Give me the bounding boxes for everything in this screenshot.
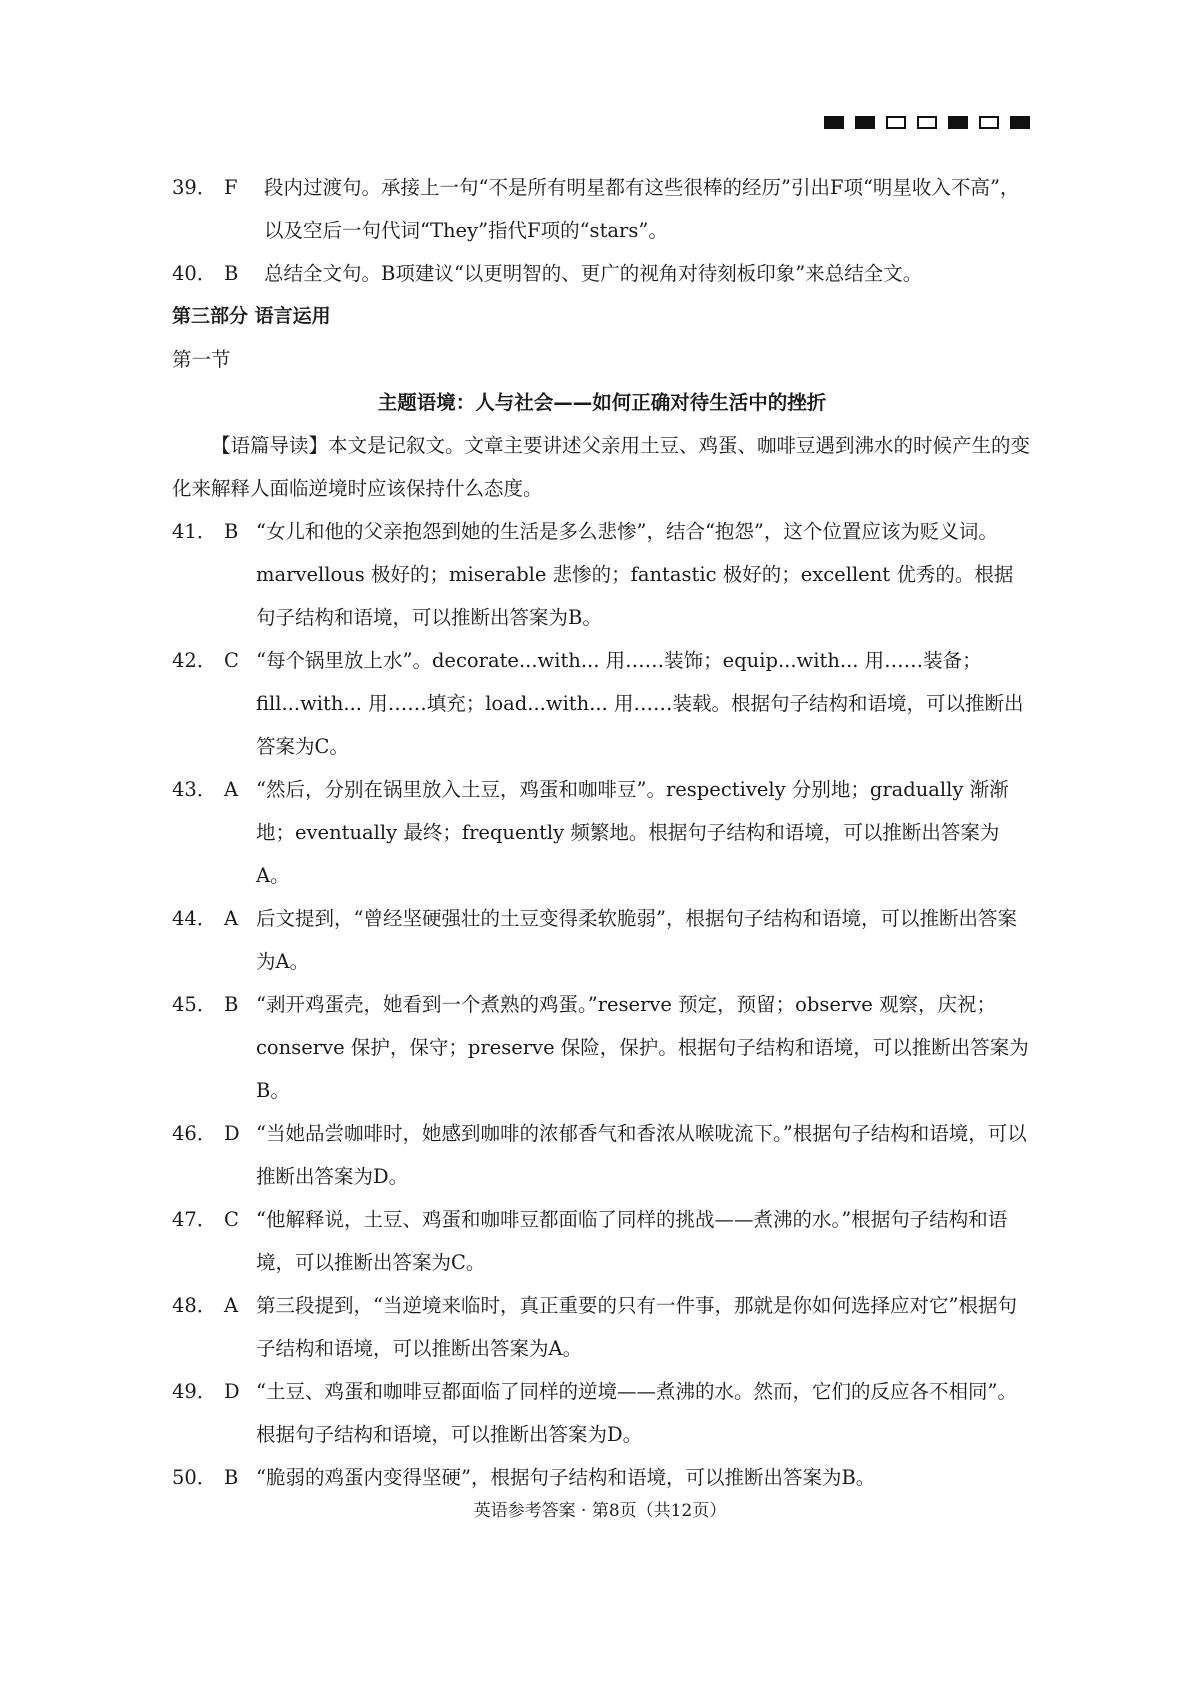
item-answer: C bbox=[224, 1208, 239, 1231]
item-explanation: 段内过渡句。承接上一句“不是所有明星都有这些很棒的经历”引出F项“明星收入不高”，以及空后一句代词“They”指代F项的“stars”。 bbox=[264, 176, 1020, 242]
answer-entry bbox=[172, 1198, 1032, 1284]
item-explanation: “脆弱的鸡蛋内变得坚硬”，根据句子结构和语境，可以推断出答案为B。 bbox=[256, 1466, 876, 1489]
answer-content bbox=[172, 166, 1032, 1499]
page-marker-bar bbox=[824, 116, 1030, 129]
answer-entry bbox=[172, 1112, 1032, 1198]
marker-square bbox=[1010, 116, 1030, 129]
item-number: 44． bbox=[172, 907, 217, 930]
subsection-title: 第一节 bbox=[172, 348, 231, 371]
item-explanation: “他解释说，土豆、鸡蛋和咖啡豆都面临了同样的挑战——煮沸的水。”根据句子结构和语境，可以推断出答案为C。 bbox=[256, 1208, 1008, 1274]
item-answer: B bbox=[224, 993, 239, 1016]
answer-entry bbox=[172, 166, 1032, 252]
item-answer: F bbox=[224, 176, 238, 199]
marker-square bbox=[855, 116, 875, 129]
item-explanation: 后文提到，“曾经坚硬强壮的土豆变得柔软脆弱”，根据句子结构和语境，可以推断出答案为A。 bbox=[256, 907, 1017, 973]
item-answer: A bbox=[224, 778, 239, 801]
item-number: 43． bbox=[172, 778, 217, 801]
answer-entry bbox=[172, 1456, 1032, 1499]
item-explanation: 第三段提到，“当逆境来临时，真正重要的只有一件事，那就是你如何选择应对它”根据句子结构和语境，可以推断出答案为A。 bbox=[256, 1294, 1017, 1360]
item-number: 42． bbox=[172, 649, 217, 672]
answer-entry bbox=[172, 510, 1032, 639]
section-title: 第三部分 语言运用 bbox=[172, 305, 331, 327]
topic-heading: 主题语境：人与社会——如何正确对待生活中的挫折 bbox=[377, 391, 827, 414]
answer-entry bbox=[172, 1284, 1032, 1370]
answer-entry bbox=[172, 1370, 1032, 1456]
item-number: 47． bbox=[172, 1208, 217, 1231]
item-explanation: “剥开鸡蛋壳，她看到一个煮熟的鸡蛋。”reserve 预定，预留；observe 观察，庆祝；conserve 保护，保守；preserve 保险，保护。根据句子结构和语境，可以推断出答案为B。 bbox=[256, 993, 1029, 1102]
passage-intro: 【语篇导读】本文是记叙文。文章主要讲述父亲用土豆、鸡蛋、咖啡豆遇到沸水的时候产生的变化来解释人面临逆境时应该保持什么态度。 bbox=[172, 434, 1031, 500]
item-explanation: “然后，分别在锅里放入土豆，鸡蛋和咖啡豆”。respectively 分别地；gradually 渐渐地；eventually 最终；frequently 频繁地。根据句子结构和语境，可以推断出答案为A。 bbox=[256, 778, 1009, 887]
item-explanation: “女儿和他的父亲抱怨到她的生活是多么悲惨”，结合“抱怨”，这个位置应该为贬义词。marvellous 极好的；miserable 悲惨的；fantastic 极好的；excellent 优秀的。根据句子结构和语境，可以推断出答案为B。 bbox=[256, 520, 1014, 629]
marker-square bbox=[886, 116, 906, 129]
item-explanation: “每个锅里放上水”。decorate...with... 用……装饰；equip...with... 用……装备；fill...with... 用……填充；load...with... 用……装载。根据句子结构和语境，可以推断出答案为C。 bbox=[256, 649, 1024, 758]
item-number: 41． bbox=[172, 520, 217, 543]
item-answer: B bbox=[224, 262, 239, 285]
item-answer: B bbox=[224, 520, 239, 543]
answer-entry bbox=[172, 252, 1032, 295]
item-number: 39． bbox=[172, 176, 217, 199]
item-explanation: 总结全文句。B项建议“以更明智的、更广的视角对待刻板印象”来总结全文。 bbox=[264, 262, 923, 285]
marker-square bbox=[824, 116, 844, 129]
item-answer: A bbox=[224, 1294, 239, 1317]
item-number: 45． bbox=[172, 993, 217, 1016]
answer-entry bbox=[172, 639, 1032, 768]
item-answer: A bbox=[224, 907, 239, 930]
marker-square bbox=[917, 116, 937, 129]
answer-entry bbox=[172, 897, 1032, 983]
answer-entry bbox=[172, 983, 1032, 1112]
item-answer: B bbox=[224, 1466, 239, 1489]
item-answer: D bbox=[224, 1122, 240, 1145]
item-number: 40． bbox=[172, 262, 217, 285]
item-answer: D bbox=[224, 1380, 240, 1403]
marker-square bbox=[948, 116, 968, 129]
page-footer: 英语参考答案 · 第8页（共12页） bbox=[473, 1501, 727, 1521]
answer-entry bbox=[172, 768, 1032, 897]
item-number: 49． bbox=[172, 1380, 217, 1403]
item-number: 50． bbox=[172, 1466, 217, 1489]
marker-square bbox=[979, 116, 999, 129]
item-number: 46． bbox=[172, 1122, 217, 1145]
item-explanation: “当她品尝咖啡时，她感到咖啡的浓郁香气和香浓从喉咙流下。”根据句子结构和语境，可以推断出答案为D。 bbox=[256, 1122, 1027, 1188]
item-answer: C bbox=[224, 649, 239, 672]
item-explanation: “土豆、鸡蛋和咖啡豆都面临了同样的逆境——煮沸的水。然而，它们的反应各不相同”。根据句子结构和语境，可以推断出答案为D。 bbox=[256, 1380, 1017, 1446]
item-number: 48． bbox=[172, 1294, 217, 1317]
